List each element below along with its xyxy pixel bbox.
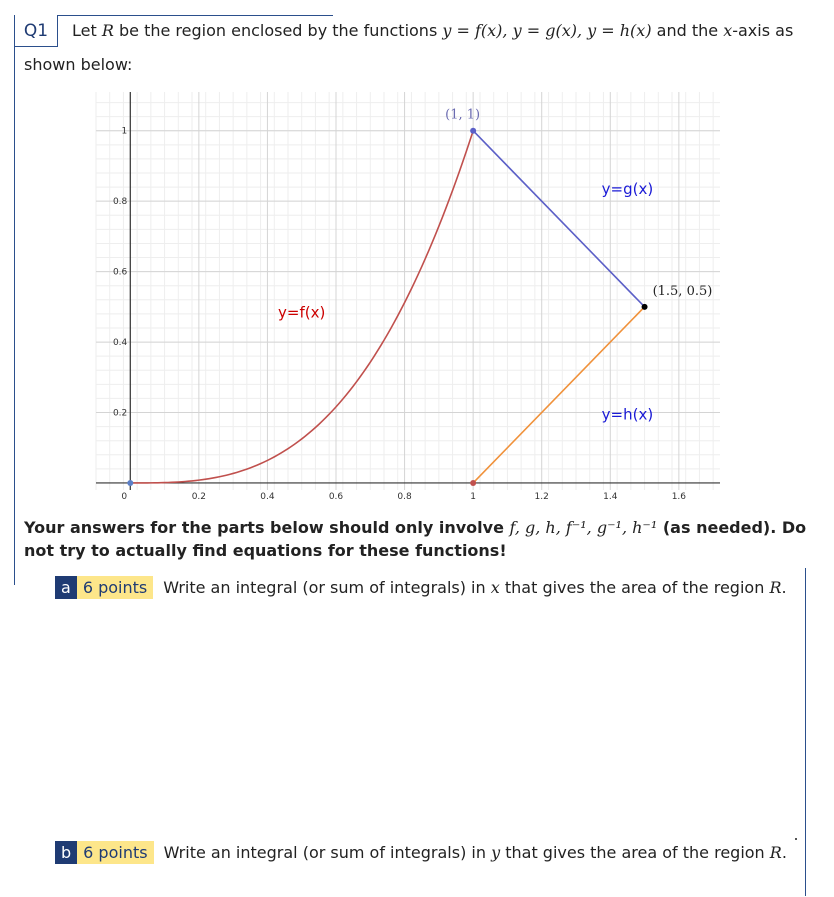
x-tick-label: 0.6 [328,491,344,502]
x-tick-label: 1 [470,491,477,502]
question-number-badge: Q1 [14,15,58,47]
part-b: b 6 points Write an integral (or sum of integrals) in y that gives the area of the region R . [55,841,787,864]
series-line-ygx [473,131,644,307]
question-text-line2: shown below: [24,55,133,74]
y-tick-label: 0.6 [112,267,128,278]
part-a-points: 6 points [77,576,153,599]
data-point [470,480,476,486]
x-tick-label: 1.2 [534,491,549,502]
data-point [642,304,648,310]
series-line-yhx [473,307,644,483]
curve-label: y=g(x) [601,180,654,199]
curve-label: y=h(x) [601,405,654,424]
data-point [470,128,476,134]
point-label: (1.5, 0.5) [652,283,713,299]
part-a-letter: a [55,576,77,599]
y-tick-label: 0.2 [112,408,128,419]
point-label: (1, 1) [445,107,481,123]
part-a: a 6 points Write an integral (or sum of integrals) in x that gives the area of the region R . [55,576,787,599]
answer-instructions: Your answers for the parts below should only involve f, g, h, f⁻¹, g⁻¹, h⁻¹ (as needed). Do not try to actually find equations for these functions! [24,518,807,560]
stray-dot [795,838,797,840]
y-tick-label: 1 [121,126,128,137]
x-tick-label: 0.2 [191,491,207,502]
question-top-rule [14,15,333,16]
x-tick-label: 0.4 [260,491,275,502]
question-left-rule [14,15,15,585]
question-text-line1: Let R be the region enclosed by the functions y = f(x), y = g(x), y = h(x) and the x-axis as [72,21,794,40]
curve-label: y=f(x) [278,303,326,322]
data-point [127,480,133,486]
x-tick-label: 0 [121,491,128,502]
x-tick-label: 1.6 [671,491,687,502]
x-tick-label: 0.8 [397,491,412,502]
part-b-points: 6 points [77,841,153,864]
region-graph [96,92,720,502]
y-tick-label: 0.8 [112,197,128,208]
y-tick-label: 0.4 [112,338,128,349]
answer-area-right-rule [805,568,806,896]
x-tick-label: 1.4 [603,491,618,502]
part-b-letter: b [55,841,77,864]
